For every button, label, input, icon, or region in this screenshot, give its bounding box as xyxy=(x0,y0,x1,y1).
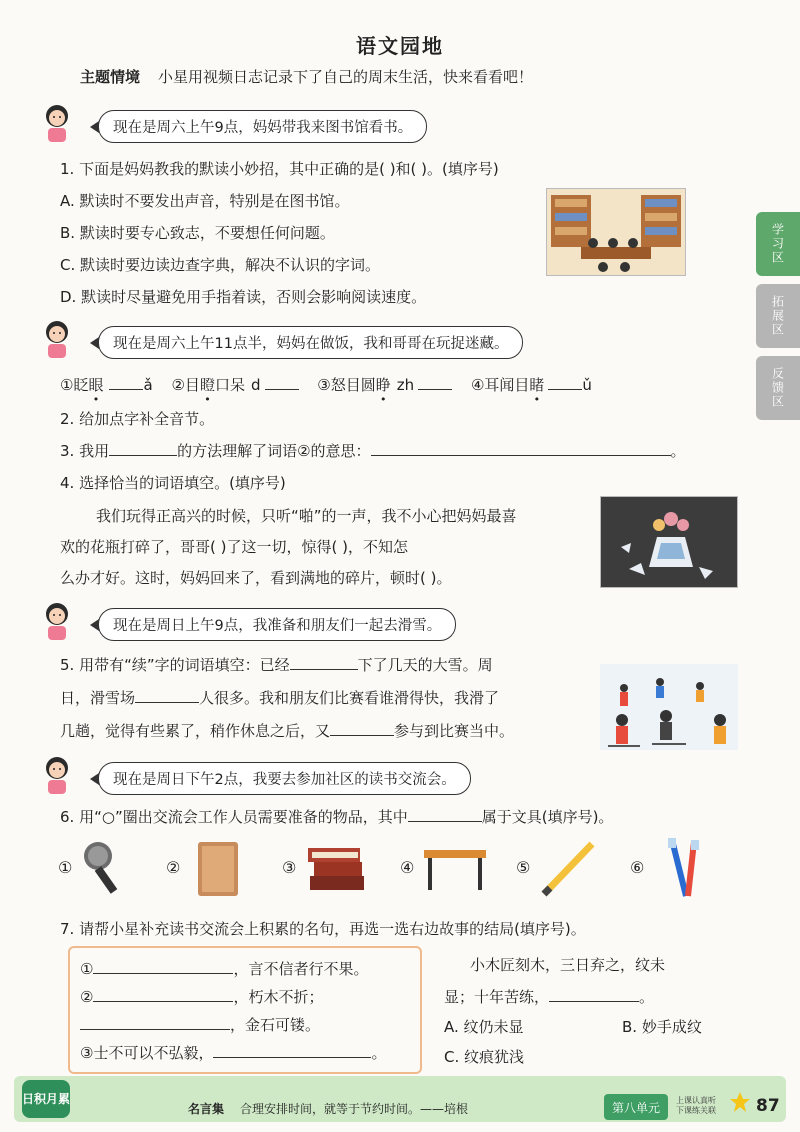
pinyin-blank[interactable] xyxy=(548,375,582,390)
table-icon[interactable] xyxy=(422,846,488,892)
pinyin-row: ①眨眼 ǎ ②目瞪口呆 d ③怒目圆睁 zh ④耳闻目睹 ǔ xyxy=(60,376,592,394)
theme-label: 主题情境 xyxy=(80,68,141,86)
q4-line: 么办才好。这时，妈妈回来了，看到满地的碎片，顿时( )。 xyxy=(60,569,452,587)
footer-unit-sub: 上课认真听 下课练关联 xyxy=(676,1096,716,1115)
theme-line xyxy=(80,66,533,87)
quote-blank[interactable] xyxy=(93,959,233,974)
q5-blank[interactable] xyxy=(330,721,394,736)
speech-bubble: 现在是周六上午9点，妈妈带我来图书馆看书。 xyxy=(98,110,427,143)
story-option-c[interactable]: C. 纹痕犹浅 xyxy=(444,1048,525,1066)
q3-line: 3. 我用 的方法理解了词语②的意思： 。 xyxy=(60,442,686,460)
q5-blank[interactable] xyxy=(290,655,358,670)
q1-option-d: D. 默读时尽量避免用手指着读，否则会影响阅读速度。 xyxy=(60,288,427,306)
page-number: 87 xyxy=(756,1096,780,1116)
speech-bubble: 现在是周六上午11点半，妈妈在做饭，我和哥哥在玩捉迷藏。 xyxy=(98,326,523,359)
quote-line: ② ，朽木不折； xyxy=(80,988,324,1006)
story-line: 显；十年苦练， 。 xyxy=(444,988,655,1006)
footer-label: 名言集 xyxy=(188,1102,225,1116)
q4-stem: 4. 选择恰当的词语填空。(填序号) xyxy=(60,474,286,492)
speech-bubble: 现在是周日下午2点，我要去参加社区的读书交流会。 xyxy=(98,762,471,795)
skiing-illustration xyxy=(600,664,738,750)
girl-avatar-icon xyxy=(40,754,74,796)
q1-stem: 1. 下面是妈妈教我的默读小妙招，其中正确的是( )和( )。(填序号) xyxy=(60,160,499,178)
story-option-a[interactable]: A. 纹仍未显 xyxy=(444,1018,524,1036)
quote-blank[interactable] xyxy=(93,987,233,1002)
girl-avatar-icon xyxy=(40,600,74,642)
side-tab-feedback[interactable]: 反馈区 xyxy=(756,356,800,420)
footer-quote: 合理安排时间，就等于节约时间。——培根 xyxy=(240,1102,469,1116)
q4-line: 我们玩得正高兴的时候，只听“啪”的一声，我不小心把妈妈最喜 xyxy=(96,507,517,525)
q1-option-c: C. 默读时要边读边查字典，解决不认识的字词。 xyxy=(60,256,381,274)
q7-stem: 7. 请帮小星补充读书交流会上积累的名句，再选一选右边故事的结局(填序号)。 xyxy=(60,920,586,938)
side-tab-extend[interactable]: 拓展区 xyxy=(756,284,800,348)
q5-line: 日，滑雪场 人很多。我和朋友们比赛看谁滑得快，我滑了 xyxy=(60,689,500,707)
books-icon[interactable] xyxy=(306,844,368,894)
footer-unit: 第八单元 xyxy=(604,1094,668,1120)
q6-blank[interactable] xyxy=(408,807,482,822)
side-tab-study[interactable]: 学习区 xyxy=(756,212,800,276)
girl-avatar-icon xyxy=(40,318,74,360)
quote-line: ① ，言不信者行不果。 xyxy=(80,960,369,978)
star-icon xyxy=(728,1090,752,1114)
speech-bubble: 现在是周日上午9点，我准备和朋友们一起去滑雪。 xyxy=(98,608,456,641)
q3-method-blank[interactable] xyxy=(109,441,177,456)
microphone-icon[interactable] xyxy=(80,840,132,896)
q5-blank[interactable] xyxy=(135,688,199,703)
pinyin-blank[interactable] xyxy=(265,375,299,390)
toothbrush-icon[interactable] xyxy=(658,836,708,900)
pinyin-blank[interactable] xyxy=(418,375,452,390)
quote-blank[interactable] xyxy=(80,1015,230,1030)
q3-meaning-blank[interactable] xyxy=(371,441,671,456)
q6-stem: 6. 用“○”圈出交流会工作人员需要准备的物品，其中 属于文具(填序号)。 xyxy=(60,808,614,826)
pinyin-blank[interactable] xyxy=(109,375,143,390)
q1-option-b: B. 默读时要专心致志，不要想任何问题。 xyxy=(60,224,335,242)
quote-line: ③士不可以不弘毅， 。 xyxy=(80,1044,387,1062)
quote-line: ，金石可镂。 xyxy=(80,1014,320,1035)
q4-line: 欢的花瓶打碎了，哥哥( )了这一切，惊得( )，不知怎 xyxy=(60,538,408,556)
q2-stem: 2. 给加点字补全音节。 xyxy=(60,410,215,428)
q5-line: 几趟，觉得有些累了，稍作休息之后，又 参与到比赛当中。 xyxy=(60,722,515,740)
broken-vase-illustration xyxy=(600,496,738,588)
library-illustration xyxy=(546,188,686,276)
story-line: 小木匠刻木，三日弃之，纹未 xyxy=(470,956,666,974)
pen-icon[interactable] xyxy=(538,838,598,898)
notebook-icon[interactable] xyxy=(194,840,242,898)
page-title: 语文园地 xyxy=(356,34,444,58)
story-blank[interactable] xyxy=(549,987,639,1002)
q1-option-a: A. 默读时不要发出声音，特别是在图书馆。 xyxy=(60,192,350,210)
story-option-b[interactable]: B. 妙手成纹 xyxy=(622,1018,702,1036)
girl-avatar-icon xyxy=(40,102,74,144)
footer-badge: 日积月累 xyxy=(22,1080,70,1118)
q5-line: 5. 用带有“续”字的词语填空：已经 下了几天的大雪。周 xyxy=(60,656,493,674)
quote-blank[interactable] xyxy=(213,1043,371,1058)
theme-text: 小星用视频日志记录下了自己的周末生活，快来看看吧！ xyxy=(158,68,534,86)
